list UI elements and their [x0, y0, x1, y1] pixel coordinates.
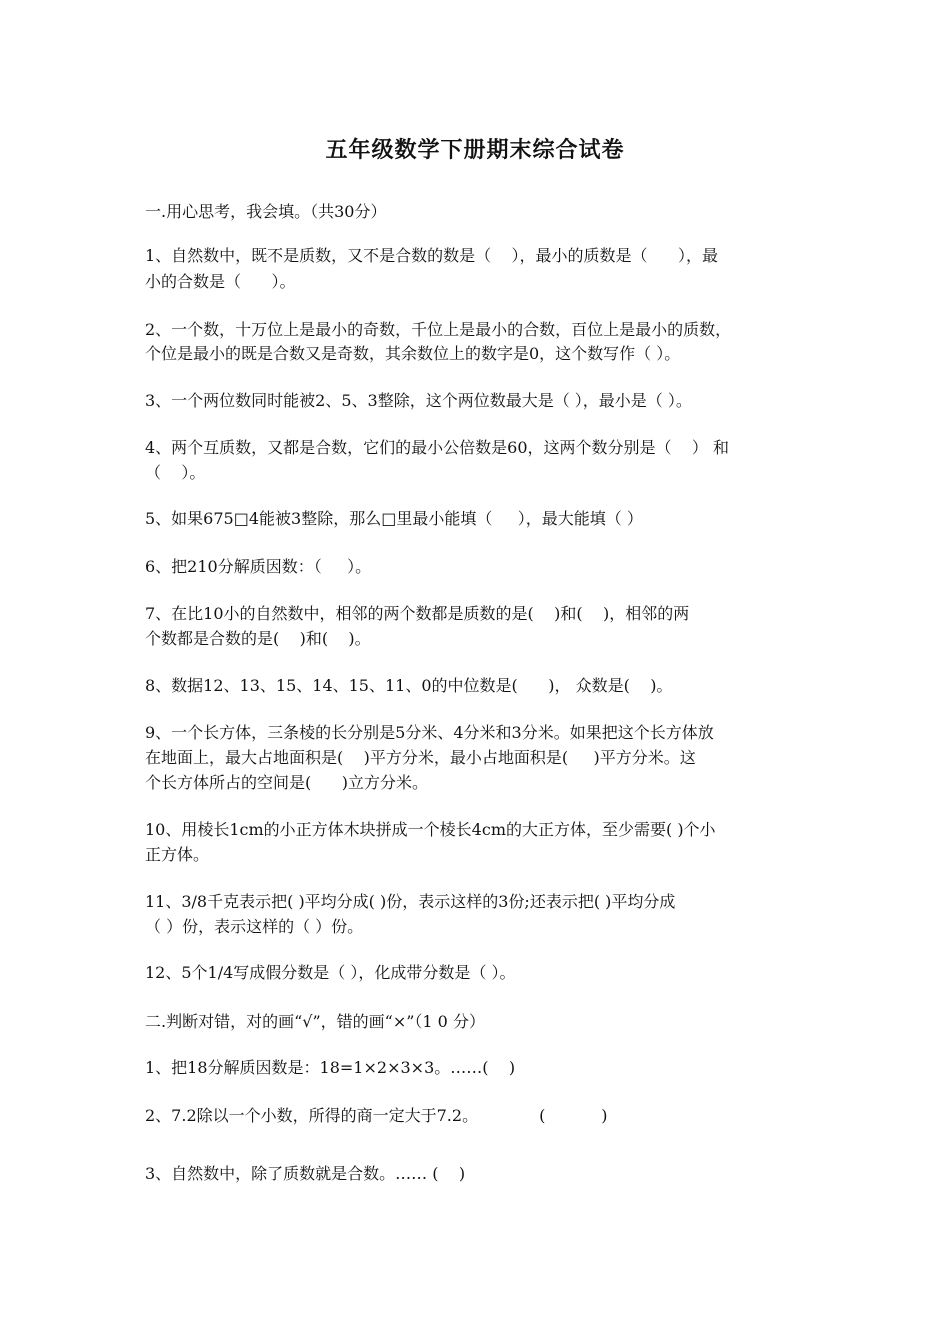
question-1-7-line2: 个数都是合数的是( )和( )。	[145, 629, 371, 648]
section2-heading: 二.判断对错，对的画“√”，错的画“×”（1 0 分）	[145, 1012, 485, 1031]
question-1-5-line1: 5、如果675□4能被3整除，那么□里最小能填（ ），最大能填（ ）	[145, 509, 643, 528]
question-1-1-line2: 小的合数是（ ）。	[145, 272, 296, 291]
question-1-1-line1: 1、自然数中，既不是质数，又不是合数的数是（ ），最小的质数是（ ），最	[145, 246, 719, 265]
question-1-9-line2: 在地面上，最大占地面积是( )平方分米，最小占地面积是( )平方分米。这	[145, 748, 696, 767]
question-1-9-line3: 个长方体所占的空间是( )立方分米。	[145, 773, 429, 792]
page-title: 五年级数学下册期末综合试卷	[325, 137, 625, 163]
question-1-2-line2: 个位是最小的既是合数又是奇数，其余数位上的数字是0，这个数写作（ ）。	[145, 344, 681, 363]
question-1-10-line1: 10、用棱长1cm的小正方体木块拼成一个棱长4cm的大正方体，至少需要( )个小	[145, 820, 716, 839]
question-1-9-line1: 9、一个长方体，三条棱的长分别是5分米、4分米和3分米。如果把这个长方体放	[145, 723, 714, 742]
question-1-11-line1: 11、3/8千克表示把( )平均分成( )份，表示这样的3份;还表示把( )平均分成	[145, 892, 676, 911]
question-1-12-line1: 12、5个1/4写成假分数是（ ），化成带分数是（ ）。	[145, 963, 516, 982]
question-1-2-line1: 2、一个数，十万位上是最小的奇数，千位上是最小的合数，百位上是最小的质数，	[145, 320, 732, 339]
question-1-6-line1: 6、把210分解质因数：（ ）。	[145, 557, 372, 576]
question-1-4-line2: （ ）。	[145, 463, 206, 482]
question-1-10-line2: 正方体。	[145, 845, 210, 864]
question-2-2-line1: 2、7.2除以一个小数，所得的商一定大于7.2。 ( )	[145, 1106, 608, 1125]
question-1-4-line1: 4、两个互质数，又都是合数，它们的最小公倍数是60，这两个数分别是（ ） 和	[145, 438, 729, 457]
question-1-8-line1: 8、数据12、13、15、14、15、11、0的中位数是( )， 众数是( )。	[145, 676, 673, 695]
question-2-1-line1: 1、把18分解质因数是：18=1×2×3×3。……( )	[145, 1058, 516, 1077]
question-2-3-line1: 3、自然数中，除了质数就是合数。…… ( )	[145, 1164, 466, 1183]
question-1-11-line2: （ ）份，表示这样的（ ）份。	[145, 917, 364, 936]
section1-heading: 一.用心思考，我会填。（共30分）	[145, 202, 387, 221]
question-1-7-line1: 7、在比10小的自然数中，相邻的两个数都是质数的是( )和( )，相邻的两	[145, 604, 690, 623]
question-1-3-line1: 3、一个两位数同时能被2、5、3整除，这个两位数最大是（ ），最小是（ ）。	[145, 391, 692, 410]
